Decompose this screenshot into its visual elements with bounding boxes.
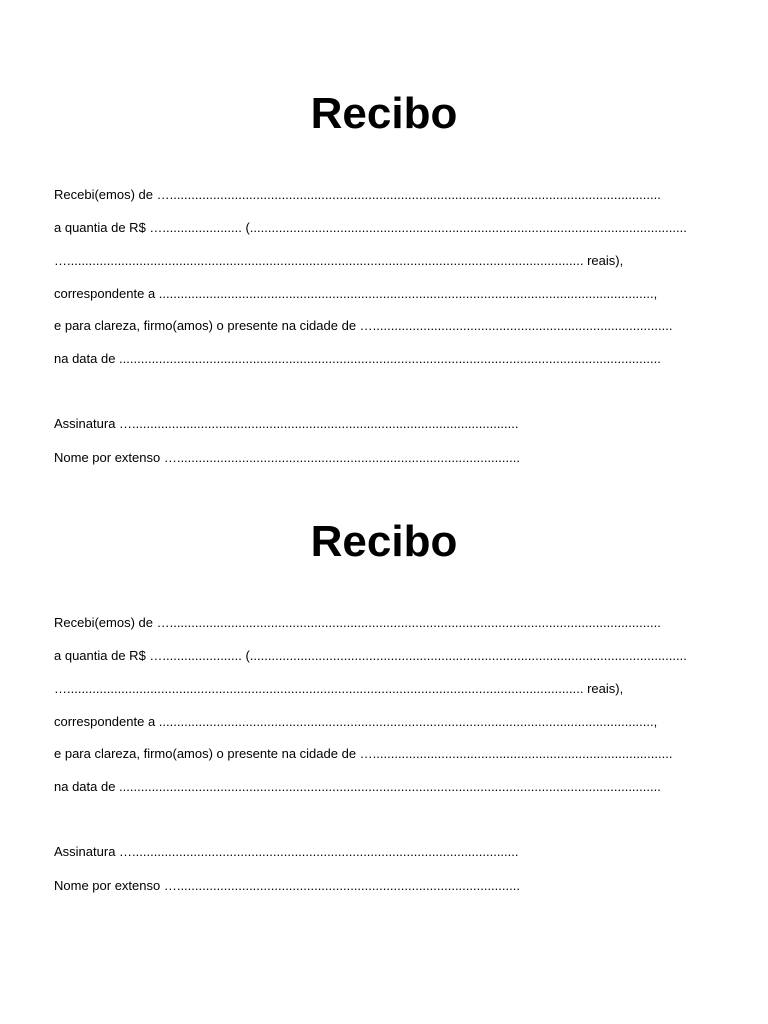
- city-line: e para clareza, firmo(amos) o presente na cidade de …...................................................................................: [54, 318, 673, 333]
- received-from-line: Recebi(emos) de …........................................................................................................................................: [54, 187, 661, 202]
- corresponding-to-line: correspondente a .........................................................................................................................................,: [54, 286, 658, 301]
- receipt-title: Recibo: [310, 517, 458, 566]
- receipt-title: Recibo: [310, 89, 458, 138]
- full-name-line: Nome por extenso …...............................................................................................: [54, 450, 520, 465]
- date-line: na data de ......................................................................................................................................................: [54, 351, 661, 366]
- corresponding-to-line: correspondente a .........................................................................................................................................,: [54, 714, 658, 729]
- amount-words-line: …............................................................................................................................................... reais),: [54, 681, 624, 696]
- full-name-line: Nome por extenso …...............................................................................................: [54, 878, 520, 893]
- amount-line: a quantia de R$ …...................... (.........................................................................................................................: [54, 220, 687, 235]
- signature-line: Assinatura …...........................................................................................................: [54, 416, 519, 431]
- date-line: na data de ......................................................................................................................................................: [54, 779, 661, 794]
- city-line: e para clareza, firmo(amos) o presente na cidade de …...................................................................................: [54, 746, 673, 761]
- signature-line: Assinatura …...........................................................................................................: [54, 844, 519, 859]
- amount-words-line: …............................................................................................................................................... reais),: [54, 253, 624, 268]
- amount-line: a quantia de R$ …...................... (.........................................................................................................................: [54, 648, 687, 663]
- received-from-line: Recebi(emos) de …........................................................................................................................................: [54, 615, 661, 630]
